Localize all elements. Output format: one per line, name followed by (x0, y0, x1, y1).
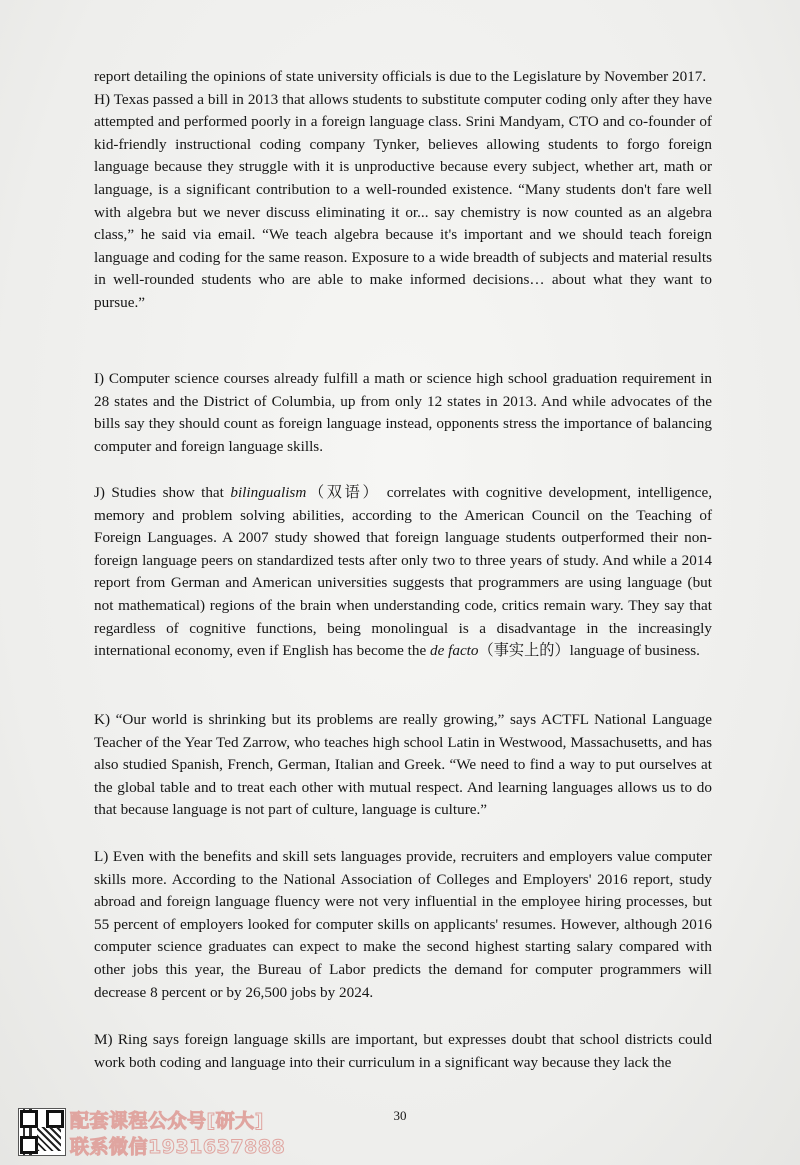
paragraph-m: M) Ring says foreign language skills are important, but expresses doubt that school districts could work both coding and language into their curriculum in a significant way because they lack the (94, 1031, 712, 1071)
term-bilingualism: bilingualism (230, 484, 307, 501)
paragraph-block-l (94, 846, 712, 1004)
paragraph-block-m (94, 1029, 712, 1074)
watermark-line-1: 配套课程公众号[研大] (70, 1110, 264, 1132)
paragraph-block-i (94, 368, 712, 458)
page-number: 30 (393, 1108, 407, 1123)
paragraph-j-part-a: J) Studies show that (94, 484, 231, 501)
paragraph-l: L) Even with the benefits and skill sets languages provide, recruiters and employers value computer skills more. According to the National Association of Colleges and Employers' 2016 report, study abroad and foreign language fluency were not very influential in the employee hiring processes, but 55 percent of employers looked for computer skills on applicants' resumes. However, although 2016 computer science graduates can expect to make the second highest starting salary compared with other jobs this year, the Bureau of Labor predicts the demand for computer programmers will decrease 8 percent or by 26,500 jobs by 2024. (94, 848, 712, 1001)
watermark-line-2: 联系微信1931637888 (70, 1136, 286, 1158)
paragraph-j (94, 482, 712, 663)
paragraph-g-end: report detailing the opinions of state university officials is due to the Legislature by November 2017. (94, 68, 707, 85)
paragraph-block-j (94, 482, 712, 663)
qr-code-icon (18, 1108, 66, 1156)
watermark (18, 1106, 318, 1160)
paragraph-j-part-b: （双语） correlates with cognitive development, intelligence, memory and problem solving abilities, according to the American Council on the Teaching of Foreign Languages. A 2007 study showed that foreign language students outperformed their non-foreign language peers on standardized tests after only two to three years of study. And while a 2014 report from German and American universities suggests that programmers are using language (but not mathematical) regions of the brain when understanding code, critics remain wary. They say that regardless of cognitive functions, being monolingual is a disadvantage in the increasingly international economy, even if English has become the (94, 484, 712, 660)
paragraph-j-part-c: （事实上的）language of business. (478, 642, 700, 660)
paragraph-block-g-h (94, 66, 712, 315)
paragraph-i: I) Computer science courses already fulfill a math or science high school graduation requirement in 28 states and the District of Columbia, up from only 12 states in 2013. And while advocates of the bills say they should count as foreign language instead, opponents stress the importance of balancing computer and foreign language skills. (94, 370, 712, 455)
paragraph-h: H) Texas passed a bill in 2013 that allows students to substitute computer coding only after they have attempted and performed poorly in a foreign language class. Srini Mandyam, CTO and co-founder of kid-friendly instructional coding company Tynker, believes allowing students to forgo foreign language because they struggle with it is unproductive because every subject, whether art, math or language, is a significant contribution to a well-rounded existence. “Many students don't fare well with algebra but we never discuss eliminating it or... say chemistry is now counted as an algebra class,” he said via email. “We teach algebra because it's important and we should teach foreign language and coding for the same reason. Exposure to a wide breadth of subjects and material results in well-rounded students who are able to make informed decisions… about what they want to pursue.” (94, 90, 712, 311)
paragraph-block-k (94, 709, 712, 822)
term-de-facto: de facto (430, 642, 479, 660)
paragraph-k: K) “Our world is shrinking but its problems are really growing,” says ACTFL National Language Teacher of the Year Ted Zarrow, who teaches high school Latin in Westwood, Massachusetts, and has also studied Spanish, French, German, Italian and Greek. “We need to find a way to put ourselves at the global table and to treat each other with mutual respect. And learning languages allows us to do that because language is not part of culture, language is culture.” (94, 711, 712, 819)
